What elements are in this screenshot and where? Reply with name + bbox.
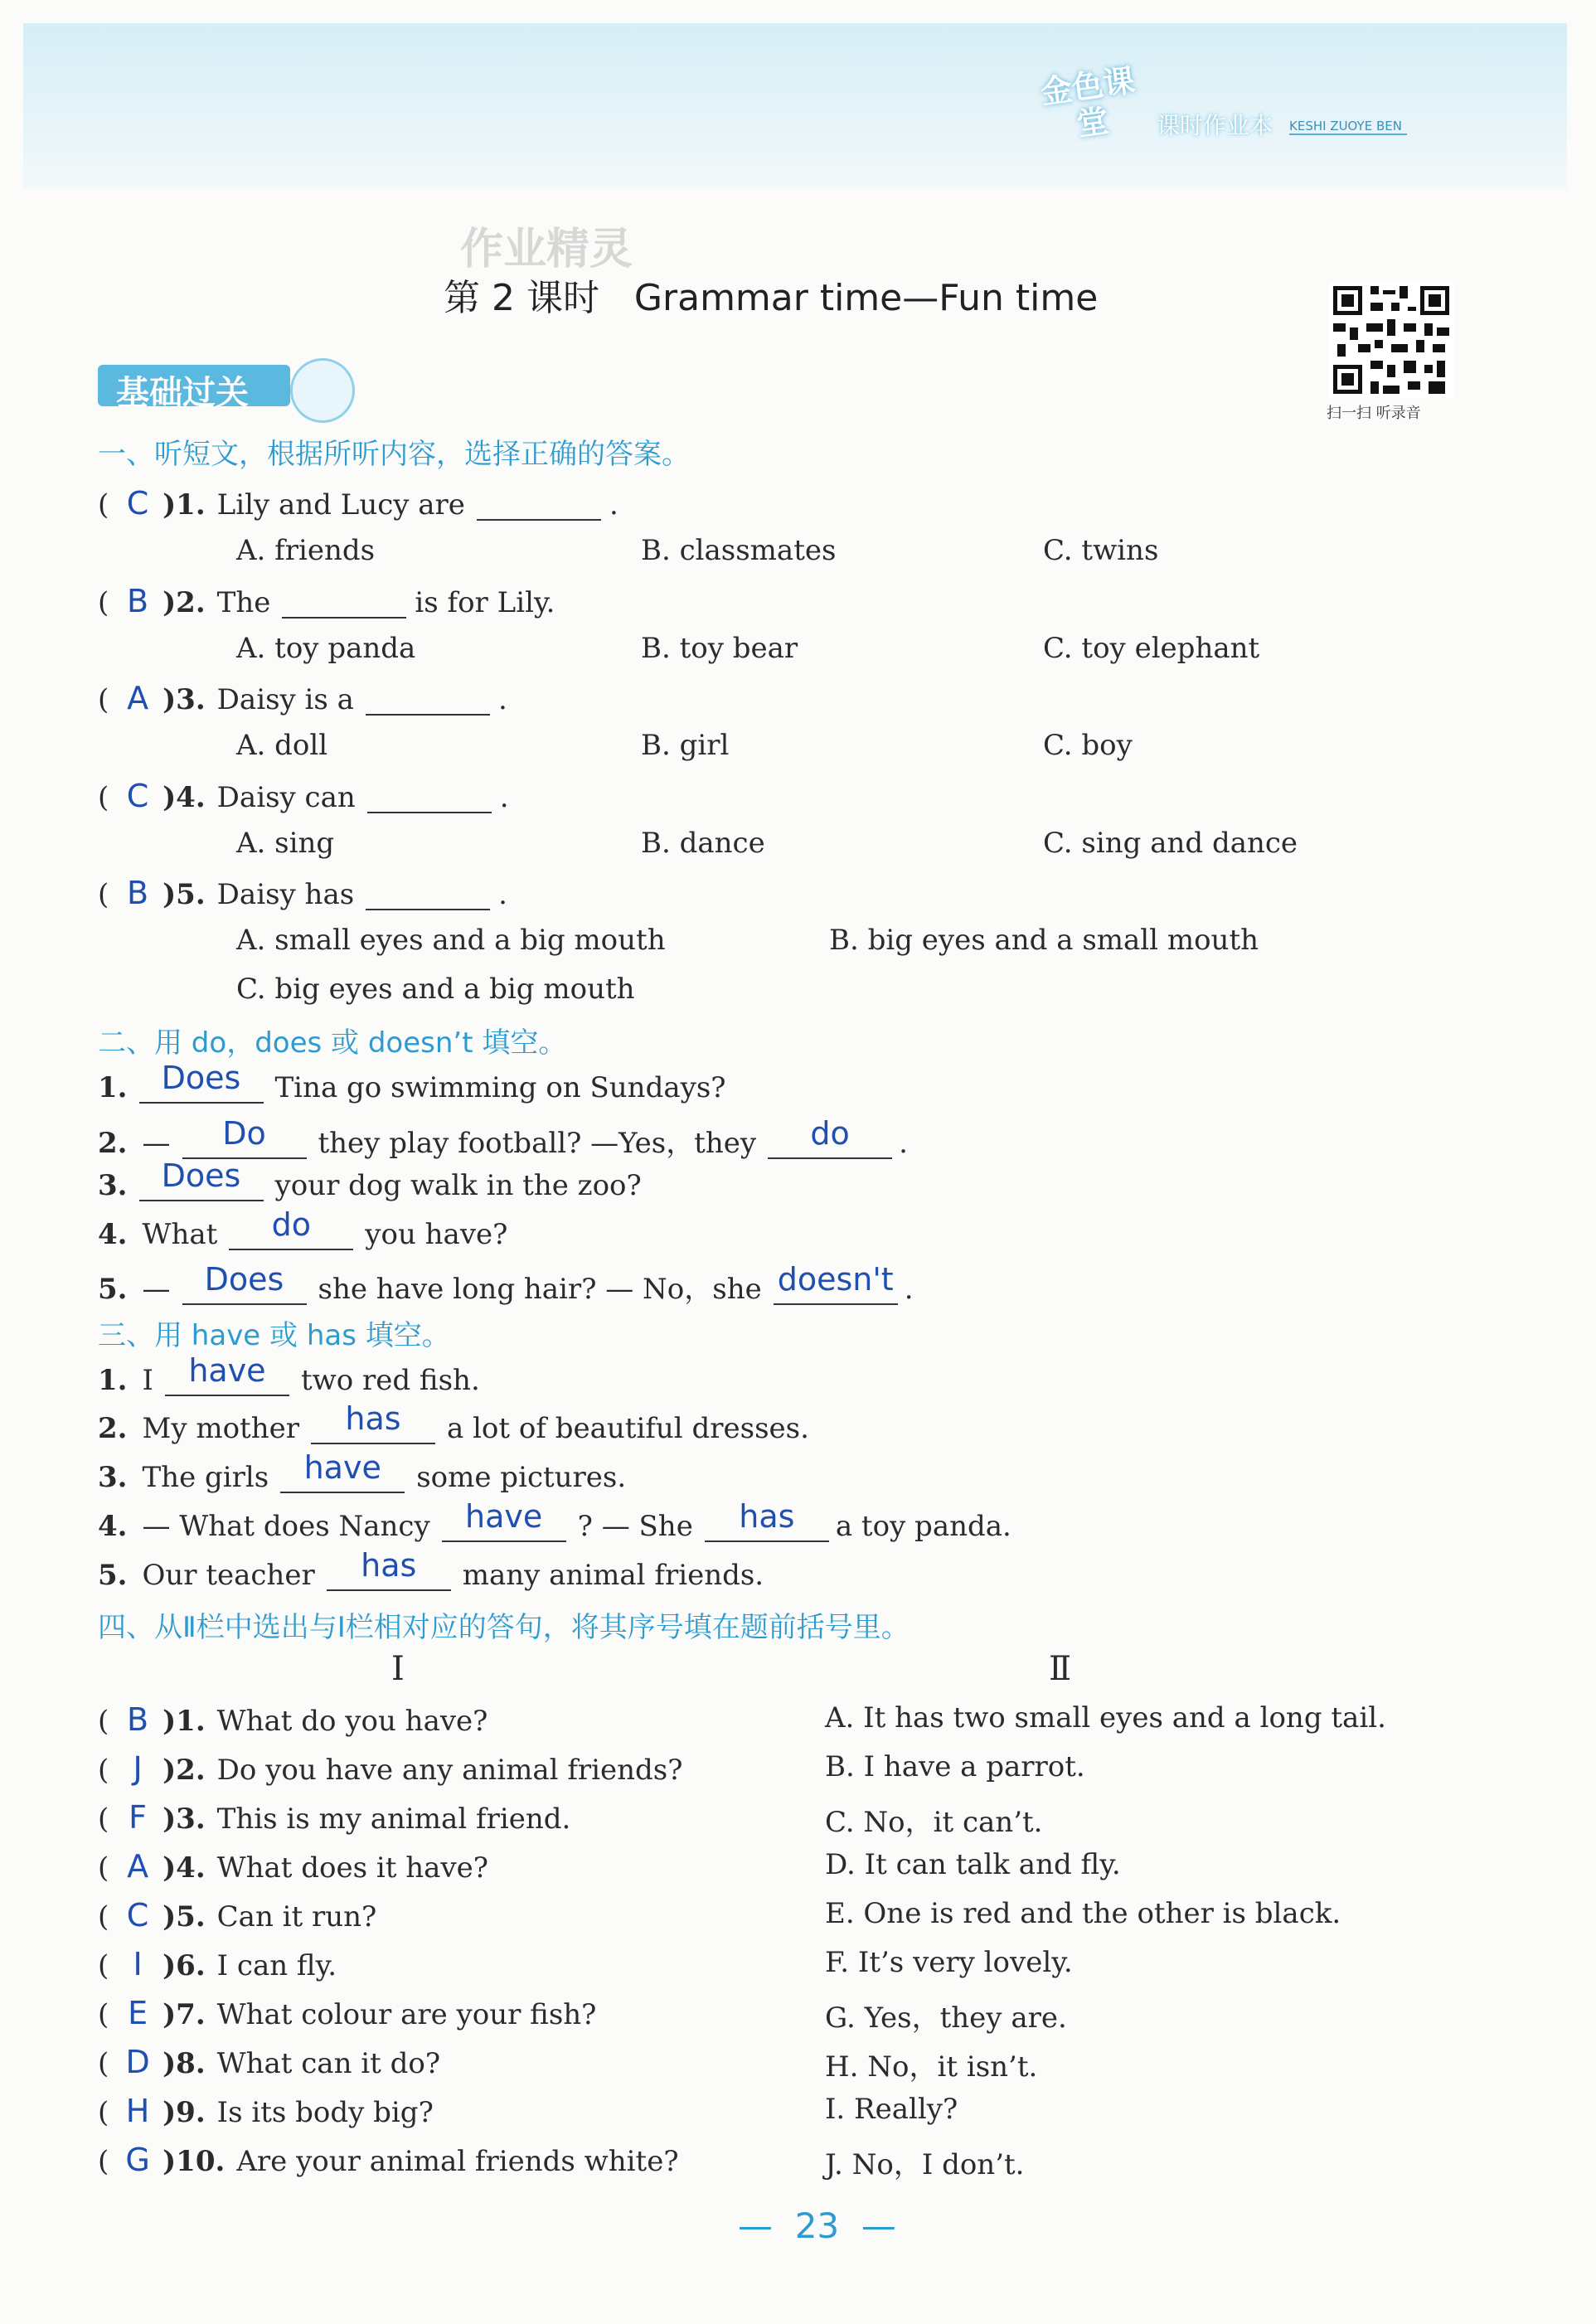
answer-blank[interactable]: [182, 1115, 307, 1159]
question-stem: Daisy has: [216, 878, 355, 911]
answer-blank[interactable]: [774, 1261, 898, 1305]
series-pinyin: KESHI ZUOYE BEN: [1289, 119, 1407, 135]
answer-choice[interactable]: E: [128, 1995, 148, 2031]
question-number: )4.: [163, 1851, 206, 1885]
match-option: I. Really?: [825, 2093, 958, 2126]
question-text: Can it run?: [216, 1900, 377, 1933]
answer-text: Does: [161, 1060, 241, 1096]
mascot-icon: [290, 358, 355, 423]
item-prefix: Our teacher: [142, 1559, 315, 1592]
question-stem-end: .: [609, 488, 619, 522]
section1-heading: 一、听短文，根据所听内容，选择正确的答案。: [98, 438, 690, 471]
match-option: F. It’s very lovely.: [825, 1946, 1073, 1979]
match-option: D. It can talk and fly.: [825, 1848, 1121, 1881]
question-stem-end: .: [497, 683, 507, 716]
match-option: B. I have a parrot.: [825, 1750, 1085, 1783]
watermark: 作业精灵: [460, 225, 633, 274]
match-option: J. No，I don’t.: [825, 2148, 1025, 2181]
question-row: ( A )3. Daisy is a .: [98, 680, 507, 716]
item-prefix: —: [142, 1127, 171, 1160]
fill-in-row: [98, 1352, 480, 1397]
option-a[interactable]: A. sing: [236, 827, 335, 860]
question-row: ( B )5. Daisy has .: [98, 875, 507, 911]
answer-text: have: [465, 1498, 543, 1535]
item-prefix: What: [142, 1218, 218, 1251]
item-number: 4.: [98, 1218, 128, 1251]
qr-code-icon[interactable]: [1329, 282, 1453, 398]
question-number: )1.: [163, 488, 206, 522]
answer-text: have: [303, 1449, 381, 1486]
item-number: 4.: [98, 1510, 128, 1543]
question-number: )3.: [163, 1802, 206, 1836]
question-stem: Daisy is a: [216, 683, 354, 716]
option-c[interactable]: C. toy elephant: [1043, 632, 1260, 665]
item-text: your dog walk in the zoo?: [274, 1169, 642, 1202]
item-number: 3.: [98, 1169, 128, 1202]
brand-logo: 金色课堂: [1038, 61, 1138, 143]
fill-in-row: [98, 1547, 764, 1592]
item-number: 2.: [98, 1412, 128, 1445]
answer-text: Do: [222, 1115, 266, 1152]
question-number: )2.: [163, 586, 206, 619]
fill-in-row: [98, 1400, 809, 1445]
answer-choice[interactable]: C: [126, 778, 149, 814]
answer-text: has: [361, 1547, 417, 1584]
item-number: 3.: [98, 1461, 128, 1494]
match-row: ( G )10. Are your animal friends white?: [98, 2142, 679, 2178]
answer-blank[interactable]: [442, 1498, 566, 1542]
item-number: 1.: [98, 1364, 128, 1397]
page-number: — 23 —: [738, 2205, 896, 2246]
item-number: 5.: [98, 1273, 128, 1306]
question-number: )7.: [163, 1998, 206, 2031]
question-text: Do you have any animal friends?: [216, 1754, 683, 1787]
item-number: 1.: [98, 1071, 128, 1104]
item-text: Tina go swimming on Sundays?: [274, 1071, 726, 1104]
question-text: I can fly.: [216, 1949, 337, 1982]
question-text: Is its body big?: [216, 2096, 434, 2129]
item-prefix: — What does Nancy: [142, 1510, 430, 1543]
section2-heading: 二、用 do，does 或 doesn’t 填空。: [98, 1026, 567, 1060]
option-b[interactable]: B. big eyes and a small mouth: [829, 924, 1259, 957]
question-text: What can it do?: [216, 2047, 441, 2080]
question-row: ( C )4. Daisy can .: [98, 778, 509, 814]
question-number: )1.: [163, 1705, 206, 1738]
fill-in-row: [98, 1157, 642, 1202]
answer-blank[interactable]: [229, 1206, 353, 1250]
answer-blank[interactable]: [182, 1261, 307, 1305]
answer-blank[interactable]: [139, 1060, 264, 1104]
item-text: a lot of beautiful dresses.: [446, 1412, 809, 1445]
answer-choice[interactable]: D: [125, 2044, 150, 2080]
answer-blank[interactable]: [366, 881, 490, 910]
answer-blank[interactable]: [139, 1157, 264, 1201]
question-stem: Daisy can: [216, 781, 356, 814]
question-row: ( C )1. Lily and Lucy are .: [98, 485, 619, 522]
question-text: What colour are your fish?: [216, 1998, 597, 2031]
answer-blank[interactable]: [165, 1352, 289, 1396]
item-suffix: .: [904, 1273, 914, 1306]
answer-text: Does: [161, 1157, 241, 1194]
answer-choice[interactable]: C: [126, 485, 149, 522]
answer-text: Does: [204, 1261, 284, 1298]
item-number: 5.: [98, 1559, 128, 1592]
question-number: )9.: [163, 2096, 206, 2129]
header-banner: [23, 23, 1567, 189]
answer-text: do: [271, 1206, 311, 1243]
question-number: )5.: [163, 1900, 206, 1933]
answer-choice[interactable]: I: [133, 1946, 143, 1982]
fill-in-row: [98, 1449, 627, 1494]
page-number-value: 23: [794, 2205, 840, 2246]
item-prefix: I: [142, 1364, 153, 1397]
match-option: E. One is red and the other is black.: [825, 1897, 1341, 1930]
answer-text: have: [188, 1352, 266, 1389]
item-text: they play football? —Yes，they: [318, 1127, 757, 1160]
match-row: ( C )5. Can it run?: [98, 1897, 377, 1933]
item-number: 2.: [98, 1127, 128, 1160]
item-text: many animal friends.: [462, 1559, 764, 1592]
item-text: you have?: [365, 1218, 508, 1251]
answer-text: has: [739, 1498, 795, 1535]
answer-text: do: [810, 1115, 850, 1152]
question-number: )3.: [163, 683, 206, 716]
option-b[interactable]: B. dance: [641, 827, 765, 860]
match-option: A. It has two small eyes and a long tail.: [825, 1701, 1386, 1735]
answer-choice[interactable]: C: [126, 1897, 149, 1933]
option-c[interactable]: C. sing and dance: [1043, 827, 1298, 860]
section-badge-label: 基础过关: [116, 374, 249, 412]
question-stem: The: [216, 586, 271, 619]
fill-in-row: [98, 1115, 908, 1161]
match-row: ( D )8. What can it do?: [98, 2044, 441, 2080]
question-number: )2.: [163, 1754, 206, 1787]
question-stem: Lily and Lucy are: [216, 488, 465, 522]
answer-blank[interactable]: [280, 1449, 405, 1493]
question-text: This is my animal friend.: [216, 1802, 571, 1836]
section4-heading: 四、从Ⅱ栏中选出与Ⅰ栏相对应的答句，将其序号填在题前括号里。: [98, 1611, 910, 1644]
item-text: she have long hair? — No，she: [318, 1273, 762, 1306]
question-stem-end: .: [498, 878, 507, 911]
answer-choice[interactable]: H: [125, 2093, 150, 2129]
item-prefix: The girls: [142, 1461, 269, 1494]
question-text: What do you have?: [216, 1705, 488, 1738]
section3-heading: 三、用 have 或 has 填空。: [98, 1319, 450, 1352]
match-row: ( F )3. This is my animal friend.: [98, 1799, 571, 1836]
item-text: ? — She: [577, 1510, 693, 1543]
answer-choice[interactable]: A: [127, 680, 149, 716]
match-row: ( A )4. What does it have?: [98, 1848, 488, 1885]
answer-blank[interactable]: [477, 491, 601, 521]
question-number: )6.: [163, 1949, 206, 1982]
column-i-heading: Ⅰ: [391, 1650, 405, 1688]
fill-in-row: [98, 1060, 726, 1104]
item-suffix: .: [899, 1127, 908, 1160]
match-row: ( J )2. Do you have any animal friends?: [98, 1750, 683, 1787]
answer-blank[interactable]: [282, 589, 406, 619]
question-number: )4.: [163, 781, 206, 814]
answer-blank[interactable]: [311, 1400, 435, 1444]
question-text: Are your animal friends white?: [236, 2145, 679, 2178]
answer-choice[interactable]: F: [129, 1799, 147, 1836]
item-prefix: My mother: [142, 1412, 299, 1445]
item-text: some pictures.: [416, 1461, 627, 1494]
answer-blank[interactable]: [327, 1547, 451, 1591]
answer-blank[interactable]: [366, 686, 490, 716]
match-option: C. No，it can’t.: [825, 1806, 1043, 1839]
option-c[interactable]: C. big eyes and a big mouth: [236, 973, 635, 1006]
option-c[interactable]: C. boy: [1043, 729, 1133, 762]
question-number: )5.: [163, 878, 206, 911]
match-row: ( B )1. What do you have?: [98, 1701, 488, 1738]
option-a[interactable]: A. toy panda: [236, 632, 416, 665]
question-stem-end: is for Lily.: [415, 586, 555, 619]
option-a[interactable]: A. friends: [236, 534, 376, 567]
series-name: 课时作业本: [1157, 112, 1273, 139]
fill-in-row: [98, 1498, 1011, 1543]
column-ii-heading: Ⅱ: [1049, 1650, 1072, 1688]
answer-blank[interactable]: [367, 784, 492, 813]
option-a[interactable]: A. small eyes and a big mouth: [236, 924, 666, 957]
option-b[interactable]: B. toy bear: [641, 632, 798, 665]
question-row: ( B )2. The is for Lily.: [98, 583, 555, 619]
question-text: What does it have?: [216, 1851, 488, 1885]
option-c[interactable]: C. twins: [1043, 534, 1159, 567]
answer-choice[interactable]: J: [133, 1750, 143, 1787]
question-number: )10.: [163, 2145, 226, 2178]
page-title: 第 2 课时 Grammar time—Fun time: [444, 277, 1099, 319]
fill-in-row: [98, 1261, 914, 1307]
match-row: ( E )7. What colour are your fish?: [98, 1995, 597, 2031]
answer-choice[interactable]: A: [127, 1848, 149, 1885]
option-b[interactable]: B. girl: [641, 729, 730, 762]
match-option: H. No，it isn’t.: [825, 2050, 1038, 2084]
answer-choice[interactable]: G: [125, 2142, 150, 2178]
match-row: ( H )9. Is its body big?: [98, 2093, 434, 2129]
answer-text: doesn't: [777, 1261, 894, 1298]
fill-in-row: [98, 1206, 508, 1251]
question-stem-end: .: [499, 781, 509, 814]
answer-blank[interactable]: [705, 1498, 829, 1542]
match-option: G. Yes，they are.: [825, 2001, 1067, 2035]
option-b[interactable]: B. classmates: [641, 534, 837, 567]
answer-text: has: [345, 1400, 401, 1437]
question-number: )8.: [163, 2047, 206, 2080]
answer-choice[interactable]: B: [127, 583, 149, 619]
item-text: two red fish.: [300, 1364, 480, 1397]
answer-choice[interactable]: B: [127, 1701, 149, 1738]
option-a[interactable]: A. doll: [236, 729, 328, 762]
item-suffix: a toy panda.: [835, 1510, 1011, 1543]
answer-choice[interactable]: B: [127, 875, 149, 911]
answer-blank[interactable]: [768, 1115, 892, 1159]
match-row: ( I )6. I can fly.: [98, 1946, 337, 1982]
qr-caption: 扫一扫 听录音: [1327, 405, 1421, 422]
item-prefix: —: [142, 1273, 171, 1306]
